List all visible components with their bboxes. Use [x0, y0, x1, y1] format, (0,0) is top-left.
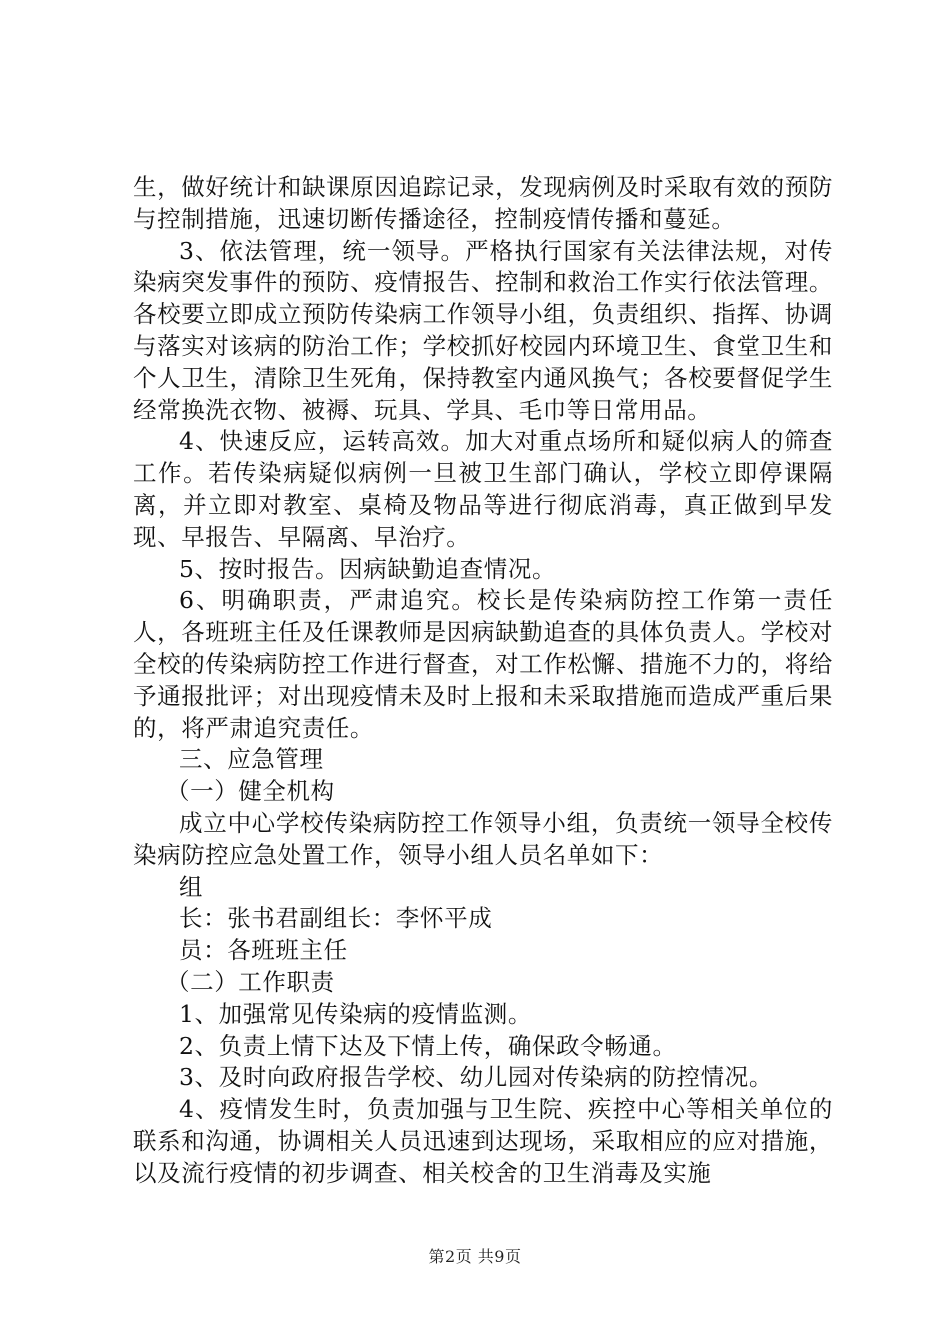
page-number-footer: 第2页 共9页: [428, 1247, 522, 1266]
duty-item-4: 4、疫情发生时，负责加强与卫生院、疾控中心等相关单位的联系和沟通，协调相关人员迅速到达现场，采取相应的应对措施，以及流行疫情的初步调查、相关校舍的卫生消毒及实施: [133, 1095, 833, 1187]
paragraph-item-4: 4、快速反应，运转高效。加大对重点场所和疑似病人的筛查工作。若传染病疑似病例一旦被卫生部门确认，学校立即停课隔离，并立即对教室、桌椅及物品等进行彻底消毒，真正做到早发现、早报告、早隔离、早治疗。: [133, 427, 833, 551]
member-line-leader-char: 组: [179, 872, 204, 901]
paragraph-item-5: 5、按时报告。因病缺勤追查情况。: [179, 554, 557, 583]
document-body: [133, 172, 833, 1190]
duty-item-2: 2、负责上情下达及下情上传，确保政令畅通。: [179, 1031, 677, 1060]
duty-item-3: 3、及时向政府报告学校、幼儿园对传染病的防控情况。: [179, 1063, 773, 1092]
paragraph-group-setup: 成立中心学校传染病防控工作领导小组，负责统一领导全校传染病防控应急处置工作，领导小组人员名单如下：: [133, 808, 833, 869]
paragraph-item-6: 6、明确职责，严肃追究。校长是传染病防控工作第一责任人，各班班主任及任课教师是因病缺勤追查的具体负责人。学校对全校的传染病防控工作进行督查，对工作松懈、措施不力的，将给予通报批评；对出现疫情未及时上报和未采取措施而造成严重后果的，将严肃追究责任。: [133, 586, 833, 742]
section-heading-3: 三、应急管理: [179, 745, 324, 774]
paragraph-continuation: 生，做好统计和缺课原因追踪记录，发现病例及时采取有效的预防与控制措施，迅速切断传播途径，控制疫情传播和蔓延。: [133, 173, 833, 233]
duty-item-1: 1、加强常见传染病的疫情监测。: [179, 999, 532, 1028]
member-line-members: 员：各班班主任: [179, 936, 348, 965]
subsection-heading-2: （二）工作职责: [166, 967, 335, 996]
member-line-leaders: 长：张书君副组长：李怀平成: [179, 904, 493, 933]
subsection-heading-1: （一）健全机构: [166, 777, 335, 806]
paragraph-item-3: 3、依法管理，统一领导。严格执行国家有关法律法规，对传染病突发事件的预防、疫情报告、控制和救治工作实行依法管理。各校要立即成立预防传染病工作领导小组，负责组织、指挥、协调与落实对该病的防治工作；学校抓好校园内环境卫生、食堂卫生和个人卫生，清除卫生死角，保持教室内通风换气；各校要督促学生经常换洗衣物、被褥、玩具、学具、毛巾等日常用品。: [133, 236, 833, 424]
